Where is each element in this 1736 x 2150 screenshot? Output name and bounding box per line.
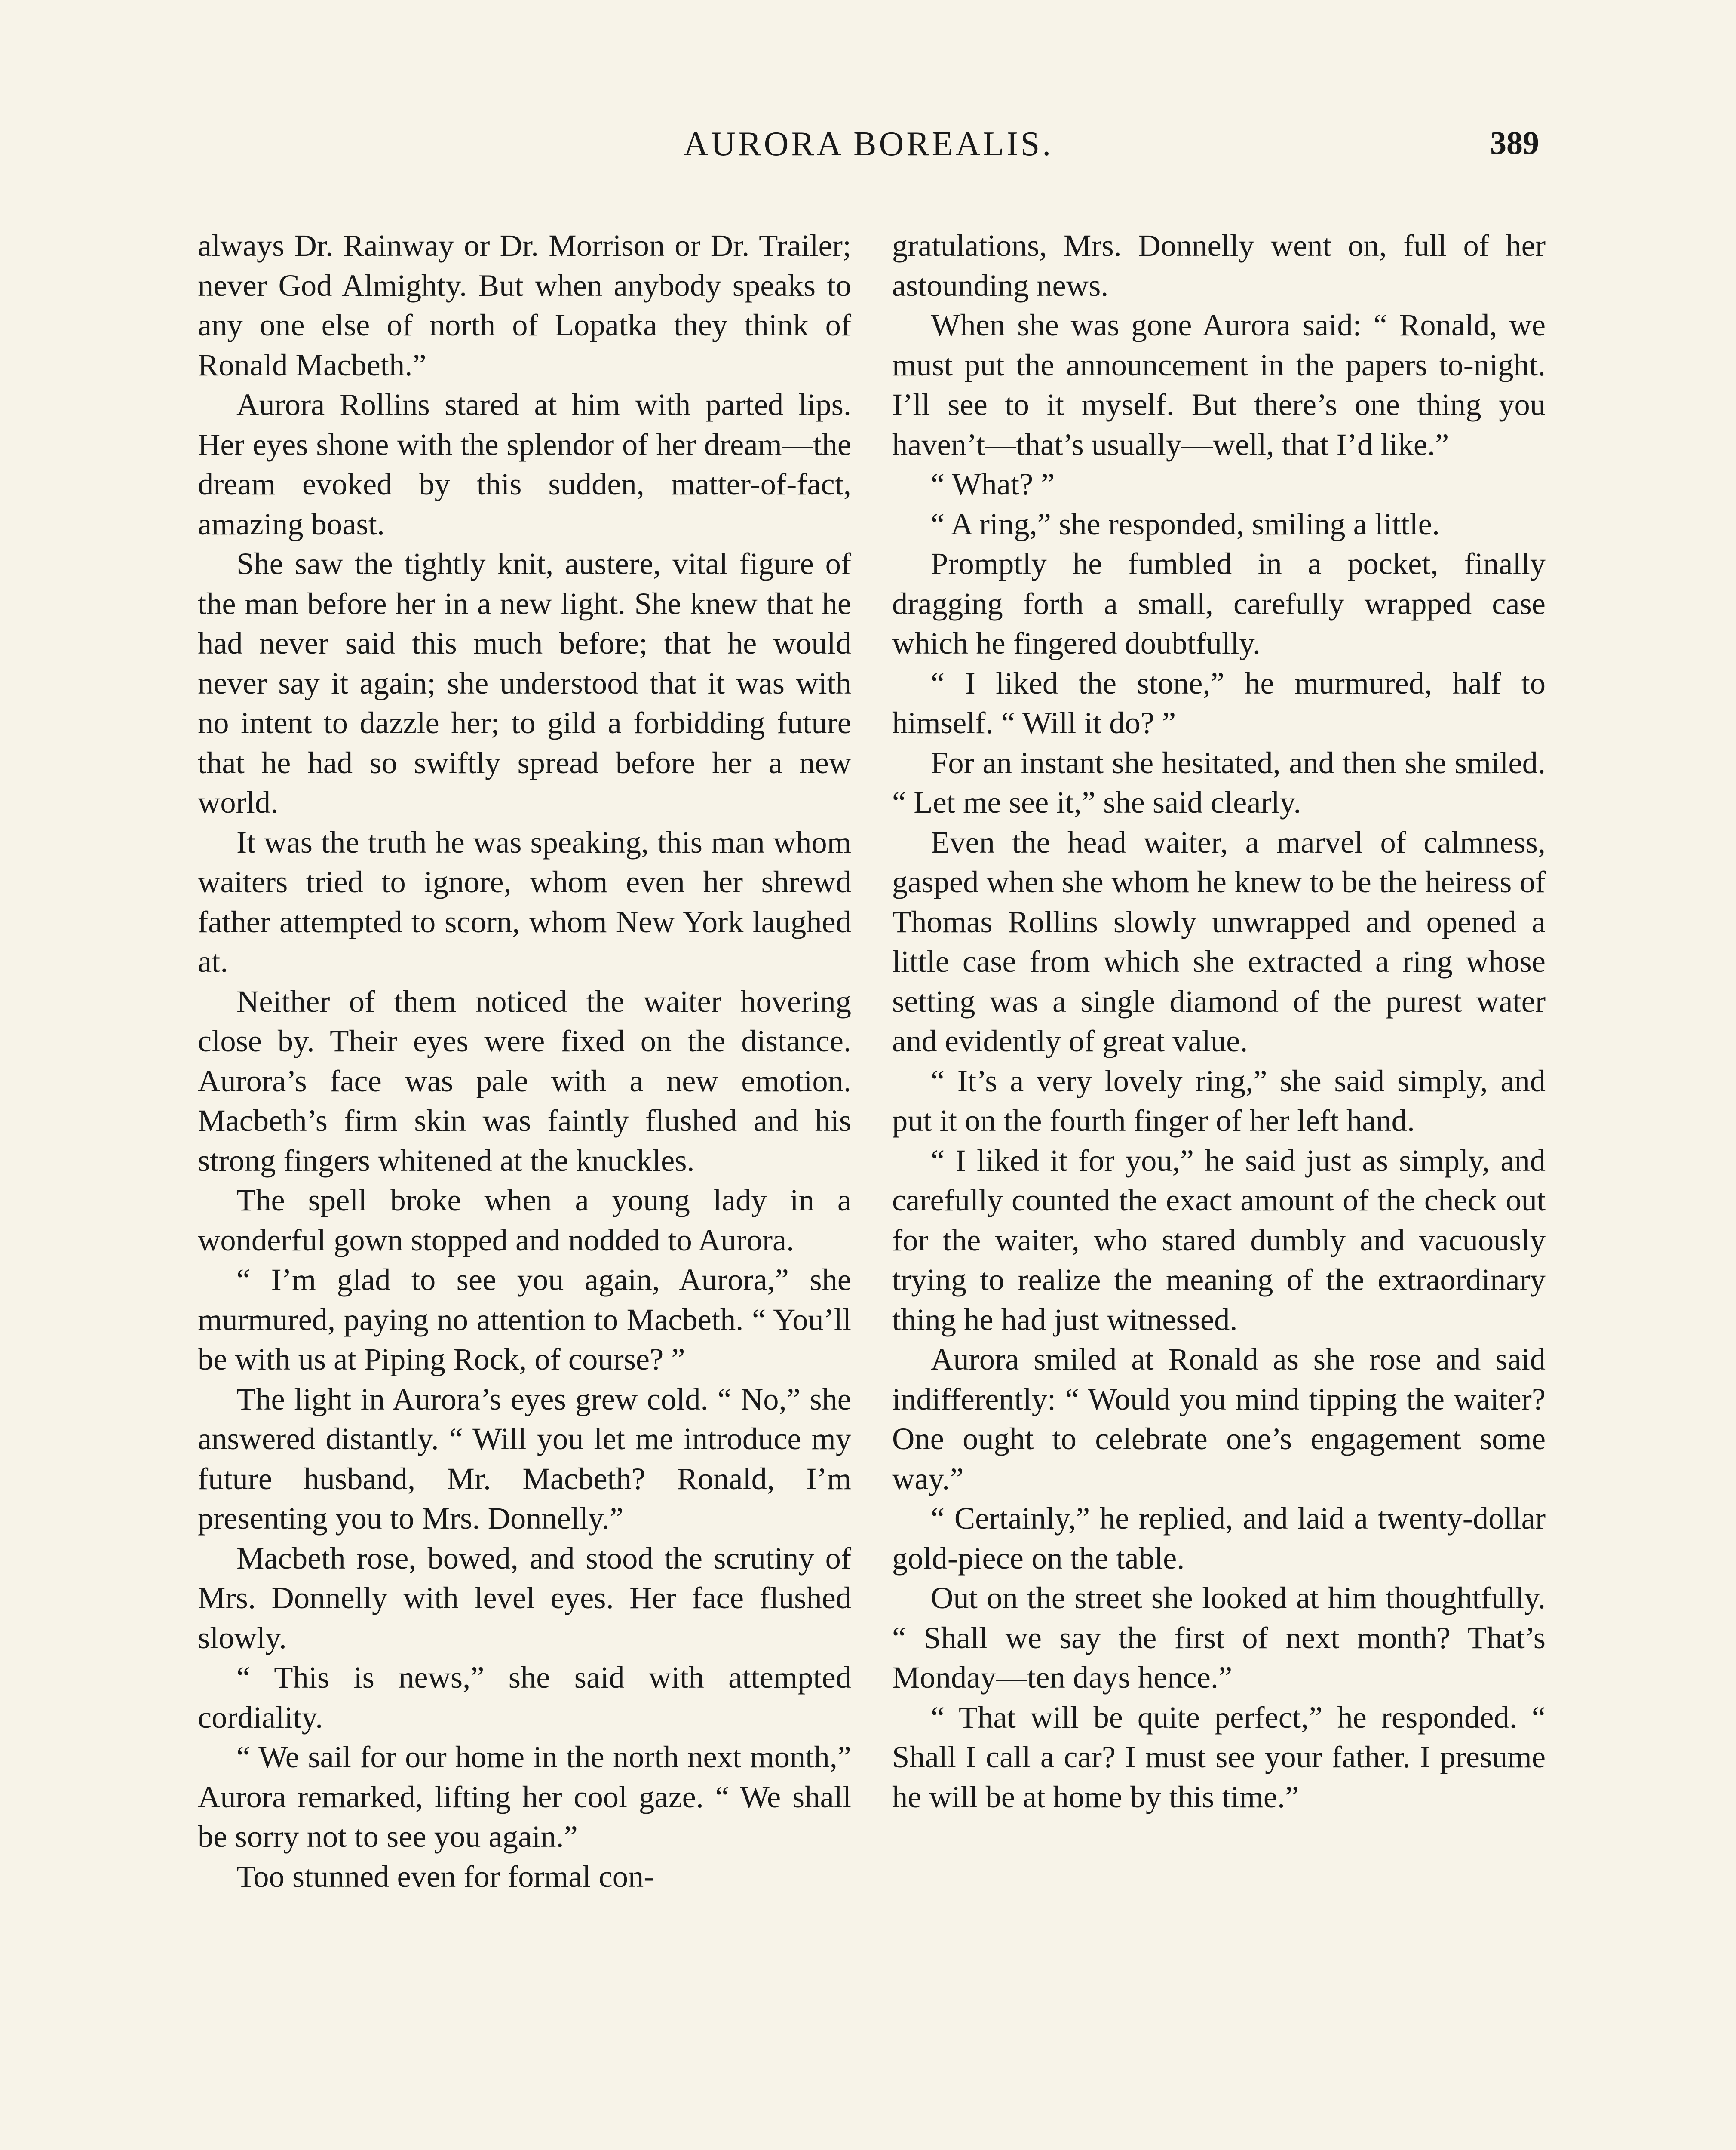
paragraph: She saw the tightly knit, austere, vital figure of the man before her in a new light. She knew that he had never said this much before; that he would never say it again; she understood that it was with no intent to dazzle her; to gild a forbidding future that he had so swiftly spread before her a new world. (198, 546, 851, 820)
paragraph: The light in Aurora’s eyes grew cold. “ No,” she answered distantly. “ Will you let me introduce my future husband, Mr. Macbeth? Ronald, I’m presenting you to Mrs. Donnelly.” (198, 1381, 851, 1536)
paragraph: always Dr. Rainway or Dr. Morrison or Dr. Trailer; never God Almighty. But when anybody speaks to any one else of north of Lopatka they think of Ronald Macbeth.” (198, 228, 851, 382)
paragraph: gratulations, Mrs. Donnelly went on, full of her astounding news. (892, 228, 1546, 303)
running-title: AURORA BOREALIS. (683, 125, 1054, 163)
paragraph: “ We sail for our home in the north next month,” Aurora remarked, lifting her cool gaze. “ We shall be sorry not to see you again.” (198, 1739, 851, 1854)
paragraph: “ Certainly,” he replied, and laid a twenty-dollar gold-piece on the table. (892, 1501, 1546, 1576)
paragraph: Macbeth rose, bowed, and stood the scrutiny of Mrs. Donnelly with level eyes. Her face flushed slowly. (198, 1540, 851, 1655)
left-column (198, 226, 851, 1896)
paragraph: “ What? ” (931, 467, 1055, 501)
paragraph: Too stunned even for formal con- (236, 1858, 654, 1894)
paragraph: Aurora Rollins stared at him with parted lips. Her eyes shone with the splendor of her dream—the dream evoked by this sudden, matter-of-fact, amazing boast. (198, 387, 851, 541)
paragraph: For an instant she hesitated, and then she smiled. “ Let me see it,” she said clearly. (892, 745, 1546, 820)
paragraph: “ I liked the stone,” he murmured, half to himself. “ Will it do? ” (892, 665, 1546, 740)
paragraph: The spell broke when a young lady in a wonderful gown stopped and nodded to Aurora. (198, 1182, 851, 1257)
paragraph: Promptly he fumbled in a pocket, finally dragging forth a small, carefully wrapped case which he fingered doubtfully. (892, 546, 1546, 660)
right-column (892, 226, 1546, 1817)
paragraph: Neither of them noticed the waiter hovering close by. Their eyes were fixed on the distance. Aurora’s face was pale with a new emotion. Macbeth’s firm skin was faintly flushed and his strong fingers whitened at the knuckles. (198, 983, 851, 1178)
paragraph: “ It’s a very lovely ring,” she said simply, and put it on the fourth finger of her left hand. (892, 1063, 1546, 1138)
paragraph: “ A ring,” she responded, smiling a little. (931, 506, 1440, 541)
paragraph: Out on the street she looked at him thoughtfully. “ Shall we say the first of next month? That’s Monday—ten days hence.” (892, 1580, 1546, 1695)
paragraph: Even the head waiter, a marvel of calmness, gasped when she whom he knew to be the heiress of Thomas Rollins slowly unwrapped and opened a little case from which she extracted a ring whose setting was a single diamond of the purest water and evidently of great value. (892, 824, 1546, 1058)
running-head (198, 125, 1539, 176)
paragraph: “ I liked it for you,” he said just as simply, and carefully counted the exact amount of the check out for the waiter, who stared dumbly and vacuously trying to realize the meaning of the extraordinary thing he had just witnessed. (892, 1143, 1546, 1337)
paragraph: “ That will be quite perfect,” he responded. “ Shall I call a car? I must see your father. I presume he will be at home by this time.” (892, 1699, 1546, 1814)
page-number: 389 (1490, 125, 1539, 161)
paragraph: Aurora smiled at Ronald as she rose and said indifferently: “ Would you mind tipping the waiter? One ought to celebrate one’s engagement some way.” (892, 1342, 1546, 1496)
paragraph: When she was gone Aurora said: “ Ronald, we must put the announcement in the papers to-night. I’ll see to it myself. But there’s one thing you haven’t—that’s usually—well, that I’d like.” (892, 307, 1546, 462)
paragraph: It was the truth he was speaking, this man whom waiters tried to ignore, whom even her shrewd father attempted to scorn, whom New York laughed at. (198, 824, 851, 979)
paragraph: “ This is news,” she said with attempted cordiality. (198, 1660, 851, 1735)
paragraph: “ I’m glad to see you again, Aurora,” she murmured, paying no attention to Macbeth. “ You’ll be with us at Piping Rock, of course? ” (198, 1262, 851, 1376)
